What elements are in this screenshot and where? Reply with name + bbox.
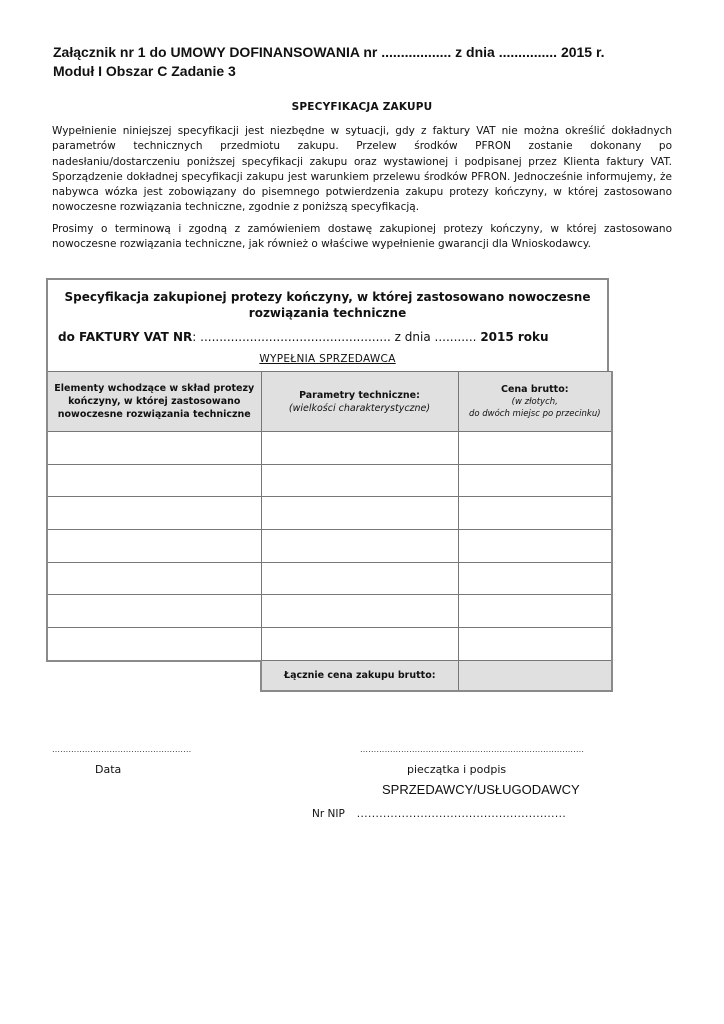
table-row (47, 595, 612, 628)
table-row (47, 562, 612, 595)
nip-line (312, 808, 566, 820)
column-header-elements: Elementy wchodzące w skład protezy kończyny, w której zastosowano nowoczesne rozwiązania techniczne (47, 372, 261, 432)
price-cell[interactable] (458, 530, 612, 563)
price-cell[interactable] (458, 432, 612, 465)
table-row (47, 432, 612, 465)
total-spacer (47, 661, 261, 692)
price-cell[interactable] (458, 595, 612, 628)
request-paragraph: Prosimy o terminową i zgodną z zamówieniem dostawę zakupionej protezy kończyny, w której zastosowano nowoczesne rozwiązania techniczne, jak również o właściwe wypełnienie gwarancji dla Wnioskodawcy. (52, 223, 672, 251)
date-label: Data (95, 763, 122, 776)
intro-paragraph: Wypełnienie niniejszej specyfikacji jest niezbędne w sytuacji, gdy z faktury VAT nie można określić dokładnych parametrów technicznych przedmiotu zakupu. Przelew środków PFRON zostanie dokonany po nadesłaniu/dostarczeniu poniższej specyfikacji zakupu oraz wystawionej i podpisanej przez Klienta faktury VAT. Sporządzenie dokładnej specyfikacji zakupu jest warunkiem przelewu środków PFRON. Jednocześnie informujemy, że nabywca wózka jest zobowiązany do pisemnego potwierdzenia zakupu protezy kończyny, w której zastosowano nowoczesne rozwiązania techniczne, zgodnie z poniższą specyfikacją. (52, 125, 672, 214)
element-cell[interactable] (47, 628, 261, 661)
parameters-cell[interactable] (261, 464, 458, 497)
table-header-row (47, 372, 612, 432)
specification-title: Specyfikacja zakupionej protezy kończyny, w której zastosowano nowoczesne rozwiązania techniczne (64, 290, 591, 320)
fill-by-seller-note: WYPEŁNIA SPRZEDAWCA (259, 353, 396, 365)
nip-field[interactable]: ........................................................ (356, 808, 567, 820)
table-row (47, 497, 612, 530)
element-cell[interactable] (47, 497, 261, 530)
table-row (47, 464, 612, 497)
header-line-2: Moduł I Obszar C Zadanie 3 (53, 63, 236, 79)
parameters-cell[interactable] (261, 530, 458, 563)
column-header-parameters: Parametry techniczne: (wielkości charakterystyczne) (261, 372, 458, 432)
invoice-label: do FAKTURY VAT NR (58, 330, 193, 344)
invoice-line (58, 330, 549, 344)
items-table (46, 371, 613, 692)
date-signature-line: …………………………………………… (52, 745, 192, 754)
vendor-label: SPRZEDAWCY/USŁUGODAWCY (382, 782, 580, 797)
element-cell[interactable] (47, 530, 261, 563)
table-row (47, 530, 612, 563)
total-row (47, 661, 612, 692)
document-title: SPECYFIKACJA ZAKUPU (291, 101, 433, 113)
invoice-year: 2015 roku (480, 330, 549, 344)
specification-header-box (46, 278, 609, 372)
parameters-cell[interactable] (261, 562, 458, 595)
header-line-1: Załącznik nr 1 do UMOWY DOFINANSOWANIA nr .................. z dnia ............... 2015 r. (53, 44, 605, 60)
parameters-cell[interactable] (261, 595, 458, 628)
price-cell[interactable] (458, 562, 612, 595)
stamp-label: pieczątka i podpis (407, 763, 507, 776)
stamp-signature-line: ………………………………………………………………………. (360, 745, 585, 754)
invoice-number-field[interactable]: : .................................................. z dnia ........... (192, 330, 477, 344)
element-cell[interactable] (47, 464, 261, 497)
table-row (47, 628, 612, 661)
nip-label: Nr NIP (312, 808, 345, 820)
column-header-price: Cena brutto: (w złotych, do dwóch miejsc po przecinku) (458, 372, 612, 432)
price-cell[interactable] (458, 497, 612, 530)
total-price-cell[interactable] (458, 661, 612, 692)
price-cell[interactable] (458, 628, 612, 661)
parameters-cell[interactable] (261, 628, 458, 661)
element-cell[interactable] (47, 562, 261, 595)
price-cell[interactable] (458, 464, 612, 497)
parameters-cell[interactable] (261, 497, 458, 530)
total-price-label: Łącznie cena zakupu brutto: (261, 661, 458, 692)
element-cell[interactable] (47, 595, 261, 628)
parameters-cell[interactable] (261, 432, 458, 465)
element-cell[interactable] (47, 432, 261, 465)
